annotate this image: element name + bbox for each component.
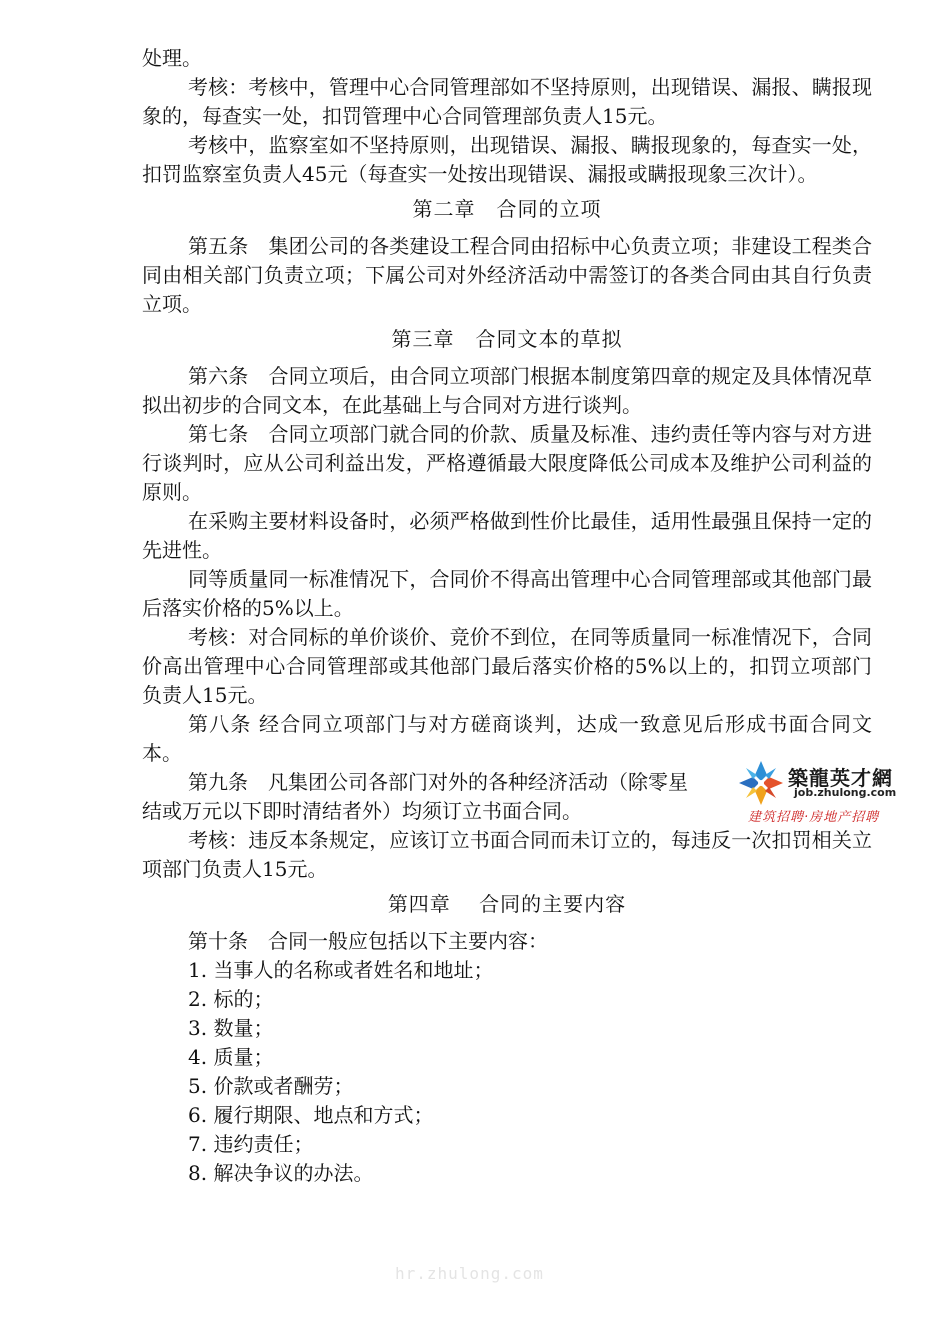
document-body xyxy=(142,44,872,1188)
paragraph: 同等质量同一标准情况下，合同价不得高出管理中心合同管理部或其他部门最后落实价格的5%以上。 xyxy=(142,567,872,620)
list-item: 6. 履行期限、地点和方式； xyxy=(188,1103,434,1127)
content-list xyxy=(142,956,872,1188)
list-item: 4. 质量； xyxy=(188,1045,274,1069)
list-item: 5. 价款或者酬劳； xyxy=(188,1074,354,1098)
logo-tagline: 建筑招聘·房地产招聘 xyxy=(748,810,880,825)
chapter-heading: 第四章 合同的主要内容 xyxy=(387,892,627,916)
paragraph: 处理。 xyxy=(142,46,202,70)
list-item: 3. 数量； xyxy=(188,1016,274,1040)
list-item: 2. 标的； xyxy=(188,987,274,1011)
paragraph: 第七条 合同立项部门就合同的价款、质量及标准、违约责任等内容与对方进行谈判时，应从公司利益出发，严格遵循最大限度降低公司成本及维护公司利益的原则。 xyxy=(142,422,872,504)
paragraph: 第五条 集团公司的各类建设工程合同由招标中心负责立项；非建设工程类合同由相关部门负责立项；下属公司对外经济活动中需签订的各类合同由其自行负责立项。 xyxy=(142,234,872,316)
paragraph: 第十条 合同一般应包括以下主要内容： xyxy=(188,929,548,953)
logo-url: job.zhulong.com xyxy=(794,786,897,799)
paragraph: 考核：对合同标的单价谈价、竞价不到位，在同等质量同一标准情况下，合同价高出管理中心合同管理部或其他部门最后落实价格的5%以上的，扣罚立项部门负责人15元。 xyxy=(142,625,872,707)
list-item: 8. 解决争议的办法。 xyxy=(188,1161,374,1185)
paragraph: 在采购主要材料设备时，必须严格做到性价比最佳，适用性最强且保持一定的先进性。 xyxy=(142,509,872,562)
paragraph: 第九条 凡集团公司各部门对外的各种经济活动（除零星 xyxy=(188,770,688,794)
paragraph: 第八条 经合同立项部门与对方磋商谈判，达成一致意见后形成书面合同文本。 xyxy=(142,712,872,765)
paragraph: 考核：违反本条规定，应该订立书面合同而未订立的，每违反一次扣罚相关立项部门负责人15元。 xyxy=(142,828,872,881)
zhulong-logo xyxy=(730,756,905,828)
chapter-heading: 第二章 合同的立项 xyxy=(412,197,602,221)
snowflake-icon xyxy=(734,758,788,808)
paragraph: 第六条 合同立项后，由合同立项部门根据本制度第四章的规定及具体情况草拟出初步的合同文本，在此基础上与合同对方进行谈判。 xyxy=(142,364,872,417)
paragraph: 考核：考核中，管理中心合同管理部如不坚持原则，出现错误、漏报、瞒报现象的，每查实一处，扣罚管理中心合同管理部负责人15元。 xyxy=(142,75,872,128)
watermark: hr.zhulong.com xyxy=(395,1264,544,1283)
paragraph: 结或万元以下即时清结者外）均须订立书面合同。 xyxy=(142,799,582,823)
logo-name: 築龍英才網 xyxy=(788,766,893,790)
list-item: 1. 当事人的名称或者姓名和地址； xyxy=(188,958,494,982)
chapter-heading: 第三章 合同文本的草拟 xyxy=(391,327,623,351)
paragraph: 考核中，监察室如不坚持原则，出现错误、漏报、瞒报现象的，每查实一处，扣罚监察室负责人45元（每查实一处按出现错误、漏报或瞒报现象三次计）。 xyxy=(142,133,872,186)
list-item: 7. 违约责任； xyxy=(188,1132,314,1156)
